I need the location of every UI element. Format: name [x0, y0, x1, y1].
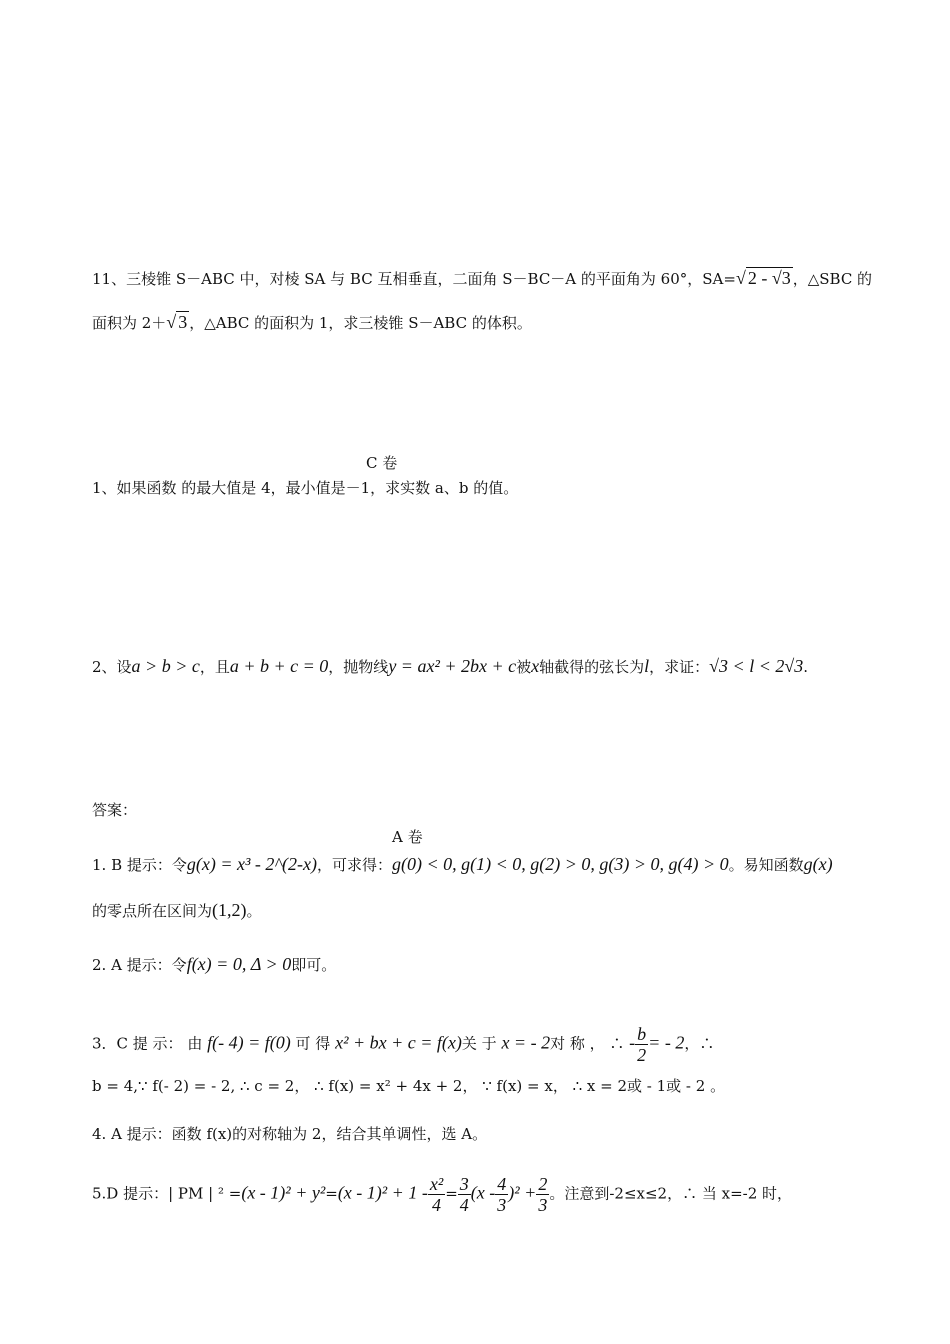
- fraction-3-over-4: $\frac{3}{4}$: [459, 1174, 469, 1215]
- answer-3-line1: 3．C 提 示： 由 f(- 4) = f(0) 可 得 x² + bx + c = f(x)关 于 x = - 2对 称 ， ∴ - $\frac{b}{2}$ = - 2，∴: [92, 1024, 715, 1065]
- q11-line1: [92, 268, 872, 289]
- c-q2: 2、设a > b > c，且a + b + c = 0，抛物线y = ax² + 2bx + c被x轴截得的弦长为l，求证：√3 < l < 2√3.: [92, 656, 809, 676]
- q11-text-d: ，△ABC 的面积为 1，求三棱锥 S－ABC 的体积。: [189, 314, 532, 332]
- answer-2: 2. A 提示：令f(x) = 0, Δ > 0即可。: [92, 954, 337, 974]
- fraction-4-over-3: $\frac{4}{3}$: [497, 1174, 507, 1215]
- q11-text-a: 11、三棱锥 S－ABC 中，对棱 SA 与 BC 互相垂直，二面角 S－BC－A 的平面角为 60°，SA=: [92, 270, 736, 288]
- fraction-2-over-3: $\frac{2}{3}$: [538, 1174, 548, 1215]
- answer-1-line2: 的零点所在区间为(1,2)。: [92, 900, 262, 920]
- a-section-title: A 卷: [392, 828, 423, 846]
- answers-heading: 答案：: [92, 801, 138, 819]
- answer-5: 5.D 提示：| PM | ² =(x - 1)² + y²=(x - 1)² + 1 - $\frac{\text{x²}}{4}$ = $\frac{3}{4}$ (x - $\frac{4}{3}$ )² + $\frac{2}{3}$ 。注意到-2≤x≤2，∴ 当 x=-2 时，: [92, 1174, 793, 1215]
- q11-radical: √ 3: [166, 312, 188, 332]
- q11-line2: [92, 312, 532, 333]
- answer-4: 4. A 提示：函数 f(x)的对称轴为 2，结合其单调性，选 A。: [92, 1125, 488, 1143]
- c-section-title: C 卷: [366, 454, 398, 472]
- q11-text-b: ，△SBC 的: [792, 270, 873, 288]
- c-q1: 1、如果函数 的最大值是 4，最小值是－1，求实数 a、b 的值。: [92, 479, 519, 497]
- answer-1-line1: 1. B 提示：令g(x) = x³ - 2^(2-x)，可求得：g(0) < 0, g(1) < 0, g(2) > 0, g(3) > 0, g(4) > 0。易知函数g(x): [92, 854, 833, 874]
- answer-3-line2: b = 4,∵ f(- 2) = - 2, ∴ c = 2， ∴ f(x) = x² + 4x + 2， ∵ f(x) = x， ∴ x = 2或 - 1或 - 2 。: [92, 1077, 726, 1095]
- fraction-x2-over-4: $\frac{\text{x²}}{4}$: [429, 1174, 444, 1215]
- fraction-b-over-2: $\frac{b}{2}$: [637, 1024, 647, 1065]
- q11-text-c: 面积为 2＋: [92, 314, 167, 332]
- sa-radical: √ 2 - √3: [735, 268, 791, 288]
